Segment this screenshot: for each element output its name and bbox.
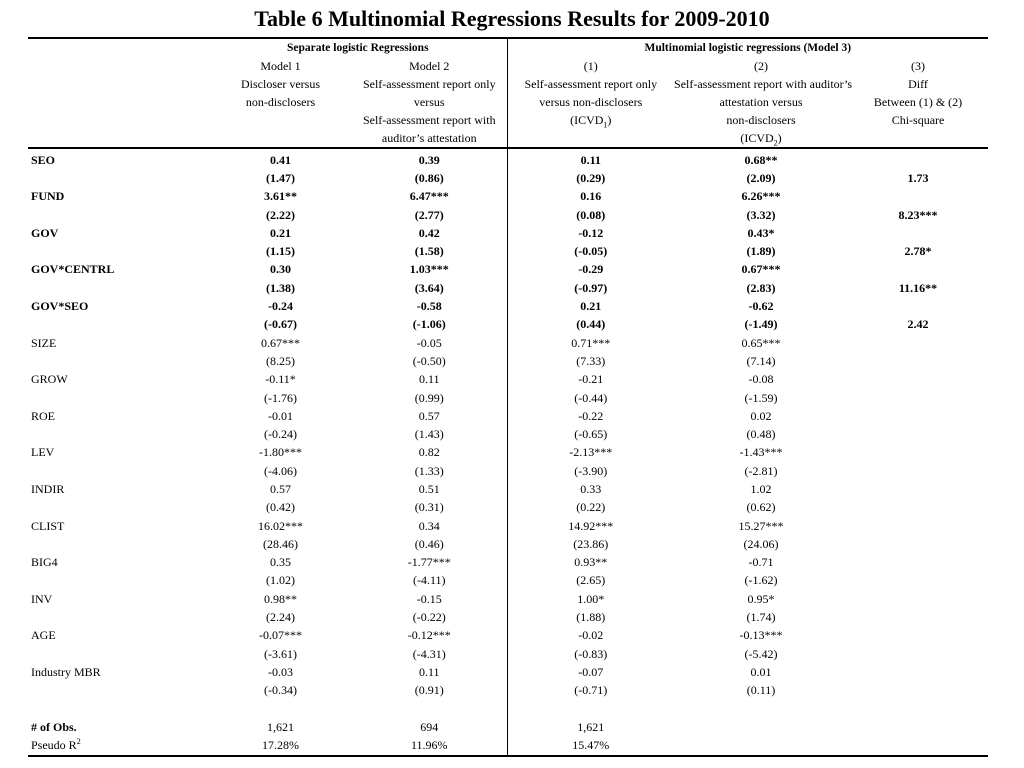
header-line-4 [28,111,988,129]
coef-cell [848,334,988,352]
icvd-close: ) [777,130,782,145]
coef-cell [848,297,988,315]
coef-cell: -0.02 [507,627,674,645]
tstat-cell: (0.31) [414,500,444,515]
coef-row [28,371,988,389]
tstat-row [28,206,988,224]
coef-cell: -0.13*** [739,628,783,643]
tstat-cell: (2.65) [507,572,674,590]
coef-cell: 14.92*** [507,517,674,535]
variable-label-blank [28,608,209,626]
coef-cell [848,444,988,462]
coef-cell: 0.02 [750,408,772,423]
tstat-cell: (-0.67) [264,317,297,332]
tstat-cell: (-4.31) [412,646,446,661]
tstat-cell: (23.86) [507,535,674,553]
coef-cell: 0.21 [270,225,291,240]
tstat-row [28,316,988,334]
tstat-cell: (7.33) [507,352,674,370]
tstat-cell [848,608,988,626]
variable-label: GROW [31,372,68,387]
tstat-cell: (-3.90) [507,462,674,480]
header-cell-icvd1 [507,111,674,129]
tstat-cell: (-4.11) [412,573,446,588]
coef-cell: 0.35 [270,555,291,570]
coef-cell [848,224,988,242]
coef-cell: -0.08 [748,372,774,387]
coef-cell: 0.42 [418,225,440,240]
coef-cell [848,188,988,206]
tstat-row [28,645,988,663]
obs-label: # of Obs. [31,719,77,734]
tstat-cell: 2.78* [904,244,932,259]
coef-cell: 1.03*** [409,262,449,277]
coef-row [28,663,988,681]
header-cell: versus [413,94,445,109]
coef-cell [848,371,988,389]
variable-label: ROE [31,408,55,423]
coef-cell: 6.26*** [741,189,781,204]
header-cell: Self-assessment report with auditor’s [674,76,853,91]
tstat-cell: (-1.06) [412,317,446,332]
header-cell: non-disclosers [726,112,796,127]
header-cell: versus non-disclosers [507,93,674,111]
tstat-cell: (8.25) [266,353,295,368]
coef-cell: 0.16 [507,188,674,206]
tstat-cell: (-0.22) [412,610,446,625]
header-cell [209,111,352,129]
header-cell [848,129,988,148]
variable-label-blank [28,645,209,663]
tstat-cell: (1.74) [746,610,776,625]
coef-row [28,224,988,242]
tstat-cell: (-2.81) [744,463,778,478]
coef-cell: -0.24 [268,299,293,314]
coef-cell: 0.11 [418,664,440,679]
coef-cell: 0.67*** [261,335,300,350]
tstat-cell: (3.32) [746,207,776,222]
table-header [28,38,988,148]
header-cell: Self-assessment report only [362,76,496,91]
coef-cell: -0.15 [416,591,442,606]
header-cell: non-disclosers [245,94,316,109]
coef-cell [848,480,988,498]
icvd-text: (ICVD [740,130,774,145]
spacer-cell [848,700,988,718]
pseudo-r2-row [28,737,988,756]
coef-cell: -0.62 [748,299,774,314]
tstat-cell: (1.58) [414,244,444,259]
tstat-row [28,389,988,407]
pseudo-r2-cell: 11.96% [352,737,507,756]
coef-row [28,627,988,645]
tstat-cell: (0.08) [507,206,674,224]
coef-cell: 1.00* [507,590,674,608]
tstat-cell [848,499,988,517]
tstat-row [28,535,988,553]
tstat-row [28,169,988,187]
header-line-1 [28,57,988,75]
tstat-cell: (1.33) [414,463,444,478]
variable-label-blank [28,279,209,297]
spacer-cell [209,700,352,718]
coef-row [28,554,988,572]
tstat-cell: (-0.24) [264,427,297,442]
tstat-cell [848,535,988,553]
header-cell: Self-assessment report only [507,75,674,93]
tstat-cell [848,572,988,590]
tstat-cell: (28.46) [263,536,298,551]
coef-cell: 0.98** [264,591,297,606]
variable-label-blank [28,499,209,517]
tstat-cell: (-0.05) [507,242,674,260]
spacer-cell [352,700,507,718]
coef-cell [848,590,988,608]
multinomial-regressions-header: Multinomial logistic regressions (Model 3) [507,38,988,57]
coef-cell: -0.07*** [259,628,302,643]
header-cell: attestation versus [719,94,803,109]
coef-cell: 0.01 [750,664,772,679]
header-cell: (1) [507,57,674,75]
coef-row [28,407,988,425]
coef-cell: 0.21 [507,297,674,315]
header-cell [507,129,674,148]
tstat-cell: (-1.49) [744,317,778,332]
obs-cell: 1,621 [507,718,674,736]
variable-label-blank [28,169,209,187]
coef-cell: 0.57 [418,408,440,423]
tstat-cell: (1.02) [266,573,295,588]
variable-label: BIG4 [31,555,58,570]
spacer-cell [28,700,209,718]
coef-cell [848,261,988,279]
coef-cell: -0.11* [265,372,296,387]
header-cell: auditor’s attestation [352,129,507,148]
coef-cell: -0.71 [748,555,774,570]
coef-cell: 0.82 [418,445,440,460]
variable-label: Industry MBR [31,664,101,679]
variable-label-blank [28,572,209,590]
header-line-2 [28,75,988,93]
tstat-cell: (-0.50) [412,353,446,368]
header-cell [209,129,352,148]
variable-label-blank [28,535,209,553]
coef-cell [848,627,988,645]
tstat-cell: (-0.44) [507,389,674,407]
coef-cell: 0.11 [507,148,674,169]
tstat-cell: (1.15) [266,244,295,259]
coef-cell: -0.05 [416,335,442,350]
coef-cell: -0.21 [507,371,674,389]
tstat-cell [848,425,988,443]
tstat-cell: 2.42 [907,317,929,332]
variable-label-blank [28,682,209,700]
coef-cell: -1.43*** [739,445,783,460]
tstat-cell: 11.16** [898,280,938,295]
coef-cell [848,148,988,169]
spacer-cell [507,700,674,718]
tstat-cell: (0.62) [746,500,776,515]
variable-label: AGE [31,628,56,643]
tstat-cell: (0.99) [414,390,444,405]
header-cell: Chi-square [891,112,945,127]
tstat-cell [848,645,988,663]
coef-row [28,444,988,462]
coef-cell: 3.61** [264,189,297,204]
tstat-row [28,352,988,370]
header-line-3 [28,93,988,111]
coef-cell: -0.01 [268,408,293,423]
separate-regressions-header: Separate logistic Regressions [209,38,507,57]
coef-row [28,148,988,169]
coef-cell: 0.43* [747,225,775,240]
tstat-row [28,425,988,443]
tstat-cell: (2.22) [266,207,295,222]
variable-label: GOV [31,225,59,240]
tstat-cell: 8.23*** [898,207,938,222]
tstat-row [28,499,988,517]
tstat-cell: (0.48) [746,427,776,442]
tstat-cell [848,462,988,480]
tstat-cell: (-1.76) [264,390,297,405]
coef-cell [848,663,988,681]
pseudo-r2-label [28,737,209,756]
pseudo-r2-cell: 15.47% [507,737,674,756]
tstat-cell: (0.11) [746,683,776,698]
coef-cell: 0.93** [507,554,674,572]
tstat-cell: (1.89) [746,244,776,259]
tstat-cell: 1.73 [907,170,929,185]
tstat-cell: (1.47) [266,170,295,185]
obs-cell: 694 [420,719,439,734]
coef-row [28,188,988,206]
coef-cell: -0.29 [507,261,674,279]
variable-label-blank [28,242,209,260]
coef-row [28,261,988,279]
tstat-cell: (24.06) [743,536,779,551]
header-cell: Model 2 [409,58,450,73]
variable-label: CLIST [31,518,65,533]
coef-cell: 0.39 [418,152,440,167]
variable-label: FUND [31,189,65,204]
variable-label: GOV*CENTRL [31,262,115,277]
tstat-cell: (2.24) [266,610,295,625]
obs-cell: 1,621 [267,719,294,734]
coef-cell: 0.71*** [507,334,674,352]
tstat-cell: (-0.65) [507,425,674,443]
header-blank [28,38,209,57]
header-line-5 [28,129,988,148]
obs-cell [848,718,988,736]
tstat-cell: (2.77) [414,207,444,222]
coef-cell: 0.41 [270,152,291,167]
pseudo-r2-cell [848,737,988,756]
tstat-row [28,279,988,297]
tstat-row [28,572,988,590]
tstat-cell: (1.88) [507,608,674,626]
variable-label-blank [28,316,209,334]
variable-label: LEV [31,445,55,460]
header-cell: Model 1 [260,58,301,73]
coef-cell: 6.47*** [409,189,449,204]
coef-cell: 1.02 [750,481,772,496]
header-cell: Diff [908,76,928,91]
coef-cell: 0.30 [270,262,291,277]
group-header-row [28,38,988,57]
header-cell: Between (1) & (2) [873,94,963,109]
tstat-cell: (-0.34) [264,683,297,698]
pseudo-r2-text: Pseudo R [31,738,77,753]
pseudo-r2-cell: 17.28% [209,737,352,756]
header-cell: (2) [754,58,769,73]
variable-label-blank [28,352,209,370]
header-cell: Discloser versus [241,76,320,91]
coef-row [28,297,988,315]
coef-cell: 0.68** [744,152,778,167]
coef-cell [848,517,988,535]
coef-cell: 0.95* [747,591,775,606]
regression-table [28,37,988,757]
table-title: Table 6 Multinomial Regressions Results for 2009-2010 [254,6,770,31]
tstat-row [28,462,988,480]
coef-row [28,590,988,608]
coef-cell: 0.34 [418,518,440,533]
tstat-cell: (0.42) [266,500,295,515]
coef-cell: -0.07 [507,663,674,681]
tstat-cell: (-4.06) [264,463,297,478]
coef-cell: -0.12*** [407,628,451,643]
coef-row [28,517,988,535]
icvd-text: (ICVD [570,112,604,127]
coef-cell: -1.80*** [259,445,302,460]
obs-cell [674,718,848,736]
tstat-cell: (-0.97) [507,279,674,297]
coef-cell: 16.02*** [258,518,303,533]
variable-label: INDIR [31,481,65,496]
coef-cell: -2.13*** [507,444,674,462]
variable-label-blank [28,206,209,224]
variable-label-blank [28,425,209,443]
coef-cell: 0.67*** [741,262,781,277]
tstat-cell: (3.64) [414,280,444,295]
coef-cell: -1.77*** [407,555,451,570]
tstat-cell: (0.91) [414,683,444,698]
tstat-cell: (0.22) [507,499,674,517]
tstat-cell: (7.14) [746,353,776,368]
tstat-cell: (-0.83) [507,645,674,663]
tstat-cell: (-1.62) [744,573,778,588]
coef-cell: 0.51 [418,481,440,496]
tstat-cell: (0.29) [507,169,674,187]
tstat-cell: (2.09) [746,170,776,185]
coef-cell [848,407,988,425]
tstat-cell: (0.86) [414,170,444,185]
tstat-cell [848,682,988,700]
table-body [28,148,988,756]
tstat-row [28,242,988,260]
header-cell: (3) [911,58,926,73]
header-cell-icvd2 [674,129,848,148]
pseudo-r2-cell [674,737,848,756]
variable-label: INV [31,591,53,606]
variable-label: SIZE [31,335,57,350]
tstat-row [28,608,988,626]
coef-row [28,480,988,498]
coef-cell [848,554,988,572]
coef-cell: 15.27*** [738,518,784,533]
coef-cell: 0.33 [507,480,674,498]
tstat-cell: (2.83) [746,280,776,295]
icvd-close: ) [607,112,612,127]
obs-row [28,718,988,736]
coef-cell: -0.12 [507,224,674,242]
coef-cell: -0.22 [507,407,674,425]
variable-label: GOV*SEO [31,299,89,314]
coef-cell: -0.58 [416,299,442,314]
coef-cell: 0.11 [418,372,440,387]
tstat-cell: (0.44) [507,316,674,334]
variable-label: SEO [31,152,56,167]
icvd-subscript: 2 [773,137,778,147]
variable-label-blank [28,462,209,480]
tstat-cell: (-5.42) [744,646,778,661]
tstat-cell: (-3.61) [264,646,297,661]
tstat-cell [848,389,988,407]
pseudo-r2-superscript: 2 [76,737,81,747]
tstat-cell: (1.38) [266,280,295,295]
coef-row [28,334,988,352]
tstat-cell [848,352,988,370]
coef-cell: 0.65*** [741,335,781,350]
variable-label-blank [28,389,209,407]
header-cell: Self-assessment report with [362,112,496,127]
spacer-cell [674,700,848,718]
tstat-cell: (1.43) [414,427,444,442]
tstat-cell: (0.46) [414,536,444,551]
spacer-row [28,700,988,718]
coef-cell: -0.03 [268,664,293,679]
tstat-cell: (-0.71) [507,682,674,700]
icvd-subscript: 1 [603,119,608,129]
tstat-row [28,682,988,700]
coef-cell: 0.57 [270,481,291,496]
tstat-cell: (-1.59) [744,390,778,405]
